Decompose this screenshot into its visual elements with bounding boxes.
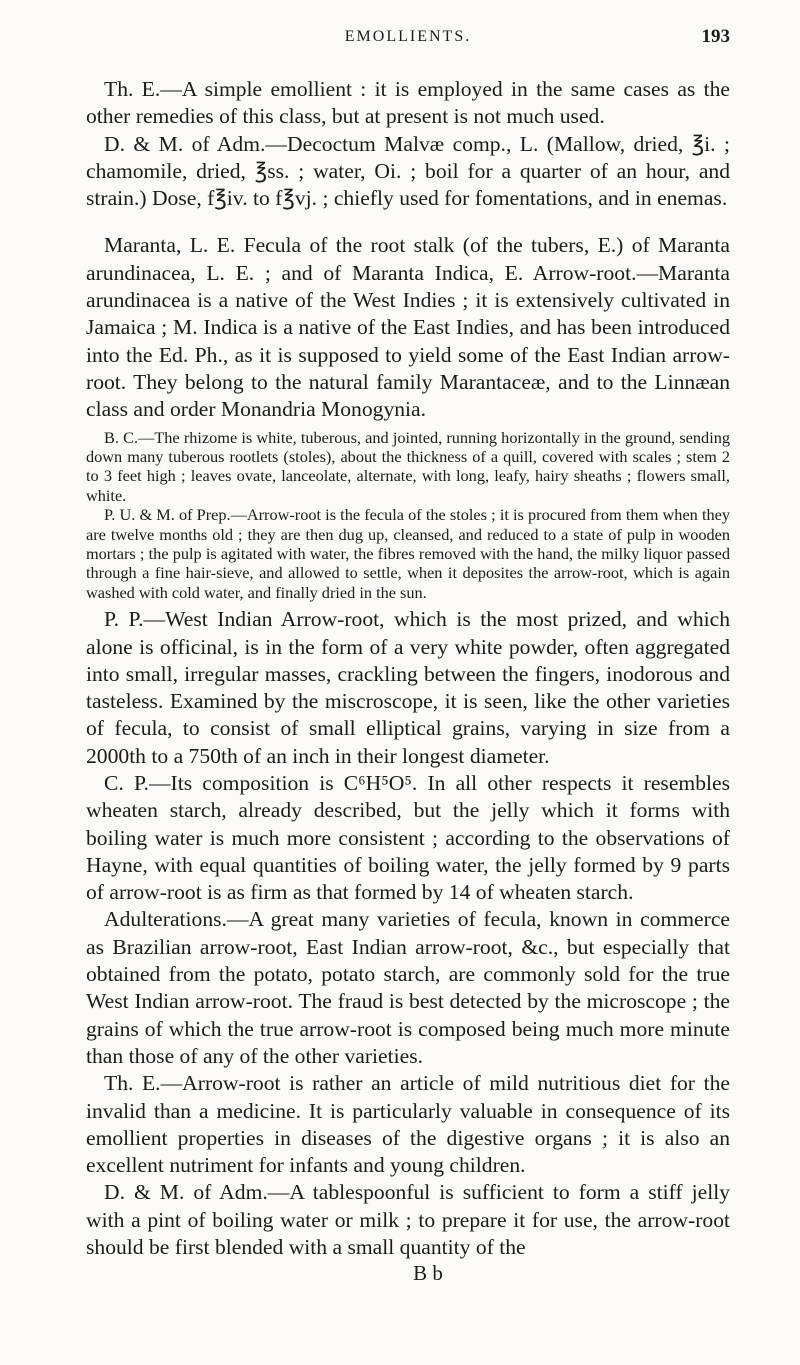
- signature-mark: B b: [413, 1261, 443, 1286]
- paragraph-physical-properties: P. P.—West Indian Arrow-root, which is the most prized, and which alone is officinal, is in the form of a very white powder, often aggregated into small, irregular masses, crackling between the fingers, inodorous and tasteless. Examined by the miscroscope, it is seen, like the other varieties of fecula, to consist of small elliptical grains, varying in size from a 2000th to a 750th of an inch in their longest diameter.: [86, 607, 730, 768]
- paragraph-preparation: P. U. & M. of Prep.—Arrow-root is the fecula of the stoles ; it is procured from them when they are twelve months old ; they are then dug up, cleansed, and reduced to a state of pulp in wooden mortars ; the pulp is agitated with water, the fibres removed with the hand, the milky liquor passed through a fine hair-sieve, and allowed to settle, when it deposites the arrow-root, which is again washed with cold water, and finally dried in the sun.: [86, 505, 730, 602]
- paragraph-mallow-dose: D. & M. of Adm.—Decoctum Malvæ comp., L. (Mallow, dried, ℥i. ; chamomile, dried, ℥ss. ; water, Oi. ; boil for a quarter of an hour, and strain.) Dose, f℥iv. to f℥vj. ; chiefly used for fomentations, and in enemas.: [86, 131, 730, 211]
- running-title: EMOLLIENTS.: [344, 28, 472, 45]
- page-number: 193: [701, 26, 730, 47]
- paragraph-botanical-characters: B. C.—The rhizome is white, tuberous, and jointed, running horizontally in the ground, sending down many tuberous rootlets (stoles), about the thickness of a quill, covered with scales ; stem 2 to 3 feet high ; leaves ovate, lanceolate, alternate, with long, leafy, hairy sheaths ; flowers small, white.: [86, 427, 730, 505]
- paragraph-chemical-properties: C. P.—Its composition is C⁶H⁵O⁵. In all other respects it resembles wheaten starch, already described, but the jelly which it forms with boiling water is much more consistent ; according to the observations of Hayne, with equal quantities of boiling water, the jelly formed by 9 parts of arrow-root is as firm as that formed by 14 of wheaten starch.: [86, 771, 730, 905]
- paragraph-adulterations: Adulterations.—A great many varieties of fecula, known in commerce as Brazilian arrow-root, East Indian arrow-root, &c., but especially that obtained from the potato, potato starch, are commonly sold for the true West Indian arrow-root. The fraud is best detected by the microscope ; the grains of which the true arrow-root is composed being much more minute than those of any of the other varieties.: [86, 907, 730, 1068]
- paragraph-mallow-therapeutic-effects: Th. E.—A simple emollient : it is employed in the same cases as the other remedies of this class, but at present is not much used.: [86, 77, 730, 129]
- paragraph-arrowroot-therapeutic-effects: Th. E.—Arrow-root is rather an article of mild nutritious diet for the invalid than a medicine. It is particularly valuable in consequence of its emollient properties in diseases of the digestive organs ; it is also an excellent nutriment for infants and young children.: [86, 1071, 730, 1178]
- page-header: [86, 28, 730, 58]
- paragraph-maranta-heading: Maranta, L. E. Fecula of the root stalk (of the tubers, E.) of Maranta arundinacea, L. E. ; and of Maranta Indica, E. Arrow-root.—Maranta arundinacea is a native of the West Indies ; it is extensively cultivated in Jamaica ; M. Indica is a native of the East Indies, and has been introduced into the Ed. Ph., as it is supposed to yield some of the East Indian arrow-root. They belong to the natural family Marantaceæ, and to the Linnæan class and order Monandria Monogynia.: [86, 233, 730, 422]
- paragraph-arrowroot-dose: D. & M. of Adm.—A tablespoonful is sufficient to form a stiff jelly with a pint of boiling water or milk ; to prepare it for use, the arrow-root should be first blended with a small quantity of the: [86, 1180, 730, 1260]
